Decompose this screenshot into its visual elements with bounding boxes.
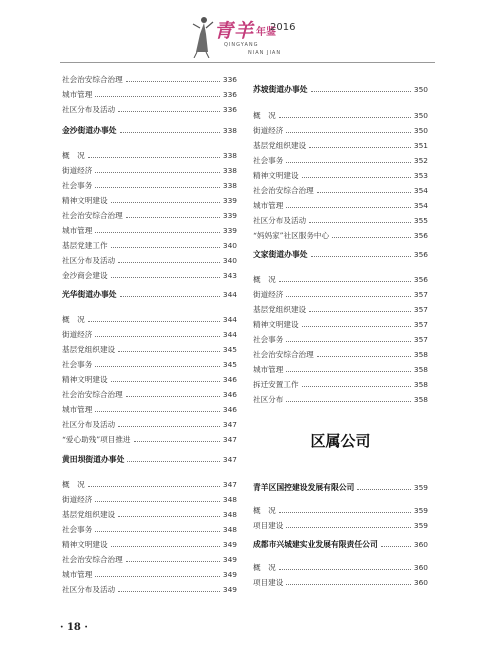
toc-entry[interactable] [62,178,237,192]
toc-entry[interactable] [62,567,237,581]
toc-entry-page: 359 [413,505,428,515]
toc-section-heading[interactable] [253,247,428,261]
toc-entry-page: 350 [413,125,428,135]
dot-leader [95,411,220,412]
toc-entry-page: 339 [222,195,237,205]
toc-entry-page: 349 [222,569,237,579]
dot-leader [111,546,220,547]
toc-entry-page: 336 [222,104,237,114]
dot-leader [279,281,411,282]
dot-leader [332,237,411,238]
toc-entry[interactable] [253,168,428,182]
toc-entry-label: 基层党组织建设 [253,304,307,314]
dot-leader [357,489,411,490]
toc-entry[interactable] [253,272,428,286]
toc-entry-label: 概 况 [62,314,85,324]
toc-entry[interactable] [62,208,237,222]
toc-entry[interactable] [62,87,237,101]
logo-subtitle: 年鉴 [256,27,276,38]
toc-entry-page: 356 [413,230,428,240]
toc-entry-page: 358 [413,349,428,359]
toc-entry[interactable] [62,522,237,536]
toc-entry-page: 347 [222,479,237,489]
dot-leader [126,561,220,562]
toc-entry[interactable] [62,72,237,86]
toc-section-heading[interactable] [253,537,428,551]
toc-section-heading[interactable] [253,82,428,96]
toc-entry-page: 350 [413,110,428,120]
toc-entry-label: 社区分布及活动 [62,584,116,594]
toc-entry-page: 358 [413,379,428,389]
toc-entry-label: 精神文明建设 [62,195,108,205]
toc-entry-label: 概 况 [253,505,276,515]
dot-leader [95,172,220,173]
logo-pinyin-1: QINGYANG [224,42,259,48]
toc-entry-label: 街道经济 [253,125,284,135]
toc-entry-page: 339 [222,210,237,220]
dot-leader [302,326,411,327]
toc-section-heading[interactable] [62,287,237,301]
toc-entry[interactable] [253,518,428,532]
toc-entry-label: 拆迁安置工作 [253,379,299,389]
toc-entry-label: 城市管理 [62,225,93,235]
toc-entry-label: 社区分布 [253,394,284,404]
toc-entry[interactable] [253,138,428,152]
toc-entry[interactable] [253,183,428,197]
toc-section-heading[interactable] [62,452,237,466]
toc-entry-page: 344 [222,289,237,299]
toc-entry-page: 338 [222,125,237,135]
dot-leader [279,569,411,570]
toc-entry[interactable] [62,552,237,566]
toc-entry-label: 街道经济 [62,329,93,339]
toc-entry[interactable] [253,362,428,376]
toc-entry-label: 金沙街道办事处 [62,125,117,135]
toc-entry-label: 基层党组织建设 [253,140,307,150]
toc-entry-label: 苏坡街道办事处 [253,84,308,94]
toc-entry-page: 338 [222,150,237,160]
toc-entry-label: 精神文明建设 [62,539,108,549]
toc-entry-page: 336 [222,74,237,84]
toc-entry-page: 360 [413,577,428,587]
dot-leader [126,81,220,82]
toc-entry[interactable] [62,268,237,282]
toc-entry-label: 社会事务 [62,524,93,534]
toc-entry-label: 社区分布及活动 [62,255,116,265]
logo-char-2: 羊 [234,20,254,42]
toc-entry-label: 精神文明建设 [253,170,299,180]
dot-leader [311,256,411,257]
dot-leader [279,117,411,118]
toc-entry-page: 345 [222,344,237,354]
toc-entry[interactable] [253,213,428,227]
toc-entry-label: 项目建设 [253,520,284,530]
dot-leader [95,232,220,233]
toc-entry[interactable] [62,507,237,521]
toc-entry-page: 349 [222,539,237,549]
dot-leader [111,277,220,278]
dot-leader [286,162,411,163]
dot-leader [286,207,411,208]
toc-entry-label: “爱心助残”项目推进 [62,434,131,444]
toc-entry-label: 概 况 [62,150,85,160]
dot-leader [286,527,411,528]
dot-leader [127,461,220,462]
dot-leader [309,222,411,223]
page-header [0,0,480,66]
toc-entry-label: 社会治安综合治理 [62,554,123,564]
toc-entry-label: 项目建设 [253,577,284,587]
toc-entry-page: 353 [413,170,428,180]
toc-entry-page: 349 [222,584,237,594]
toc-entry-page: 344 [222,314,237,324]
toc-entry-label: 街道经济 [62,494,93,504]
toc-entry-label: 城市管理 [62,569,93,579]
toc-entry-label: 基层党组织建设 [62,509,116,519]
toc-entry-page: 338 [222,165,237,175]
toc-entry[interactable] [62,312,237,326]
toc-entry-page: 349 [222,554,237,564]
toc-entry-label: 社会治安综合治理 [253,185,314,195]
toc-entry[interactable] [62,537,237,551]
dot-leader [88,157,220,158]
toc-entry-label: 城市管理 [62,89,93,99]
toc-entry-label: 街道经济 [253,289,284,299]
toc-entry-page: 356 [413,249,428,259]
dot-leader [95,531,220,532]
toc-entry[interactable] [62,492,237,506]
toc-entry-page: 358 [413,394,428,404]
toc-entry-page: 348 [222,509,237,519]
toc-entry-label: 概 况 [253,110,276,120]
toc-entry-label: 社区分布及活动 [253,215,307,225]
toc-entry-label: 社会事务 [62,180,93,190]
toc-entry[interactable] [62,417,237,431]
toc-entry-page: 356 [413,274,428,284]
toc-entry-label: 基层党组织建设 [62,344,116,354]
page-number: · 18 · [60,622,88,633]
dot-leader [286,401,411,402]
dot-leader [134,441,220,442]
dot-leader [126,217,220,218]
toc-entry-page: 336 [222,89,237,99]
toc-entry-page: 359 [413,520,428,530]
toc-entry-page: 348 [222,494,237,504]
toc-entry[interactable] [62,327,237,341]
toc-entry-page: 338 [222,180,237,190]
toc-entry-page: 350 [413,84,428,94]
toc-entry[interactable] [253,108,428,122]
company-section-heading: 区属公司 [310,432,371,450]
toc-entry[interactable] [253,560,428,574]
dot-leader [279,512,411,513]
toc-entry-page: 352 [413,155,428,165]
toc-entry[interactable] [253,575,428,589]
toc-entry[interactable] [62,193,237,207]
toc-entry-label: 概 况 [253,562,276,572]
toc-entry-label: 概 况 [62,479,85,489]
toc-section-heading[interactable] [62,123,237,137]
toc-entry-page: 344 [222,329,237,339]
toc-entry-page: 357 [413,334,428,344]
dot-leader [317,356,411,357]
toc-entry-label: 社会治安综合治理 [62,389,123,399]
toc-entry-label: 金沙商会建设 [62,270,108,280]
toc-entry-label: 光华街道办事处 [62,289,117,299]
toc-entry-page: 360 [413,562,428,572]
toc-entry[interactable] [62,253,237,267]
toc-entry-label: 社会事务 [62,359,93,369]
toc-entry-label: 青羊区国控建设发展有限公司 [253,482,355,492]
toc-entry-page: 340 [222,255,237,265]
dot-leader [95,336,220,337]
dot-leader [120,132,220,133]
toc-entry-page: 346 [222,374,237,384]
toc-entry-label: 社会事务 [253,334,284,344]
toc-entry[interactable] [62,582,237,596]
dot-leader [95,366,220,367]
yearbook-logo [190,14,296,60]
toc-entry-label: 社会治安综合治理 [253,349,314,359]
toc-entry-page: 357 [413,319,428,329]
toc-entry-label: 成都市兴城建实业发展有限责任公司 [253,539,378,549]
toc-entry-page: 347 [222,419,237,429]
toc-entry-page: 357 [413,304,428,314]
toc-entry-label: 城市管理 [253,364,284,374]
dot-leader [118,262,220,263]
toc-entry-page: 354 [413,185,428,195]
dot-leader [118,591,220,592]
dot-leader [286,371,411,372]
logo-pinyin-2: NIAN JIAN [248,50,282,56]
dot-leader [126,396,220,397]
dot-leader [95,96,220,97]
toc-entry-label: 黄田坝街道办事处 [62,454,125,464]
toc-entry[interactable] [253,287,428,301]
dot-leader [381,546,411,547]
toc-entry-label: 精神文明建设 [62,374,108,384]
dot-leader [95,501,220,502]
toc-entry[interactable] [253,302,428,316]
toc-entry-label: “妈妈家”社区服务中心 [253,230,330,240]
toc-entry-label: 社会事务 [253,155,284,165]
logo-char-1: 青 [214,20,234,42]
dot-leader [286,584,411,585]
toc-entry-label: 社会治安综合治理 [62,210,123,220]
dot-leader [118,516,220,517]
toc-entry[interactable] [62,432,237,446]
toc-entry-label: 社区分布及活动 [62,419,116,429]
toc-entry-page: 358 [413,364,428,374]
dot-leader [88,321,220,322]
toc-entry[interactable] [62,148,237,162]
dot-leader [311,91,411,92]
dot-leader [118,426,220,427]
toc-entry[interactable] [62,387,237,401]
toc-entry[interactable] [62,477,237,491]
toc-entry-label: 概 况 [253,274,276,284]
toc-entry-page: 347 [222,454,237,464]
toc-entry-page: 346 [222,404,237,414]
toc-entry-page: 354 [413,200,428,210]
dot-leader [111,247,220,248]
toc-section-heading[interactable] [253,480,428,494]
dot-leader [286,132,411,133]
toc-entry-page: 360 [413,539,428,549]
toc-entry-page: 351 [413,140,428,150]
toc-entry[interactable] [62,357,237,371]
dot-leader [302,386,411,387]
toc-entry-label: 文家街道办事处 [253,249,308,259]
toc-entry-label: 城市管理 [62,404,93,414]
toc-entry[interactable] [62,372,237,386]
toc-entry-page: 343 [222,270,237,280]
dancer-figure-icon [190,14,216,58]
toc-entry[interactable] [253,392,428,406]
toc-entry[interactable] [62,102,237,116]
toc-entry-page: 339 [222,225,237,235]
toc-entry-label: 基层党建工作 [62,240,108,250]
toc-entry-page: 348 [222,524,237,534]
dot-leader [111,202,220,203]
header-divider [60,62,435,63]
dot-leader [309,311,411,312]
toc-entry-label: 社会治安综合治理 [62,74,123,84]
toc-entry-page: 355 [413,215,428,225]
dot-leader [120,296,220,297]
toc-entry-page: 346 [222,389,237,399]
toc-entry-label: 街道经济 [62,165,93,175]
toc-entry[interactable] [62,163,237,177]
toc-entry[interactable] [253,123,428,137]
toc-entry-page: 347 [222,434,237,444]
toc-entry-label: 城市管理 [253,200,284,210]
dot-leader [286,341,411,342]
toc-entry[interactable] [253,153,428,167]
toc-entry[interactable] [253,228,428,242]
toc-entry-label: 精神文明建设 [253,319,299,329]
dot-leader [286,296,411,297]
dot-leader [317,192,411,193]
dot-leader [118,351,220,352]
dot-leader [118,111,220,112]
toc-entry[interactable] [253,503,428,517]
toc-entry[interactable] [253,198,428,212]
toc-entry-page: 345 [222,359,237,369]
logo-year: 2016 [270,22,296,33]
toc-entry[interactable] [253,377,428,391]
dot-leader [95,576,220,577]
toc-entry[interactable] [62,402,237,416]
dot-leader [309,147,411,148]
toc-entry[interactable] [253,332,428,346]
toc-entry-page: 340 [222,240,237,250]
toc-entry-page: 359 [413,482,428,492]
dot-leader [88,486,220,487]
dot-leader [111,381,220,382]
toc-entry-page: 357 [413,289,428,299]
dot-leader [302,177,411,178]
toc-entry[interactable] [253,317,428,331]
dot-leader [95,187,220,188]
toc-entry-label: 社区分布及活动 [62,104,116,114]
toc-entry[interactable] [62,342,237,356]
toc-entry[interactable] [62,223,237,237]
toc-entry[interactable] [62,238,237,252]
toc-entry[interactable] [253,347,428,361]
